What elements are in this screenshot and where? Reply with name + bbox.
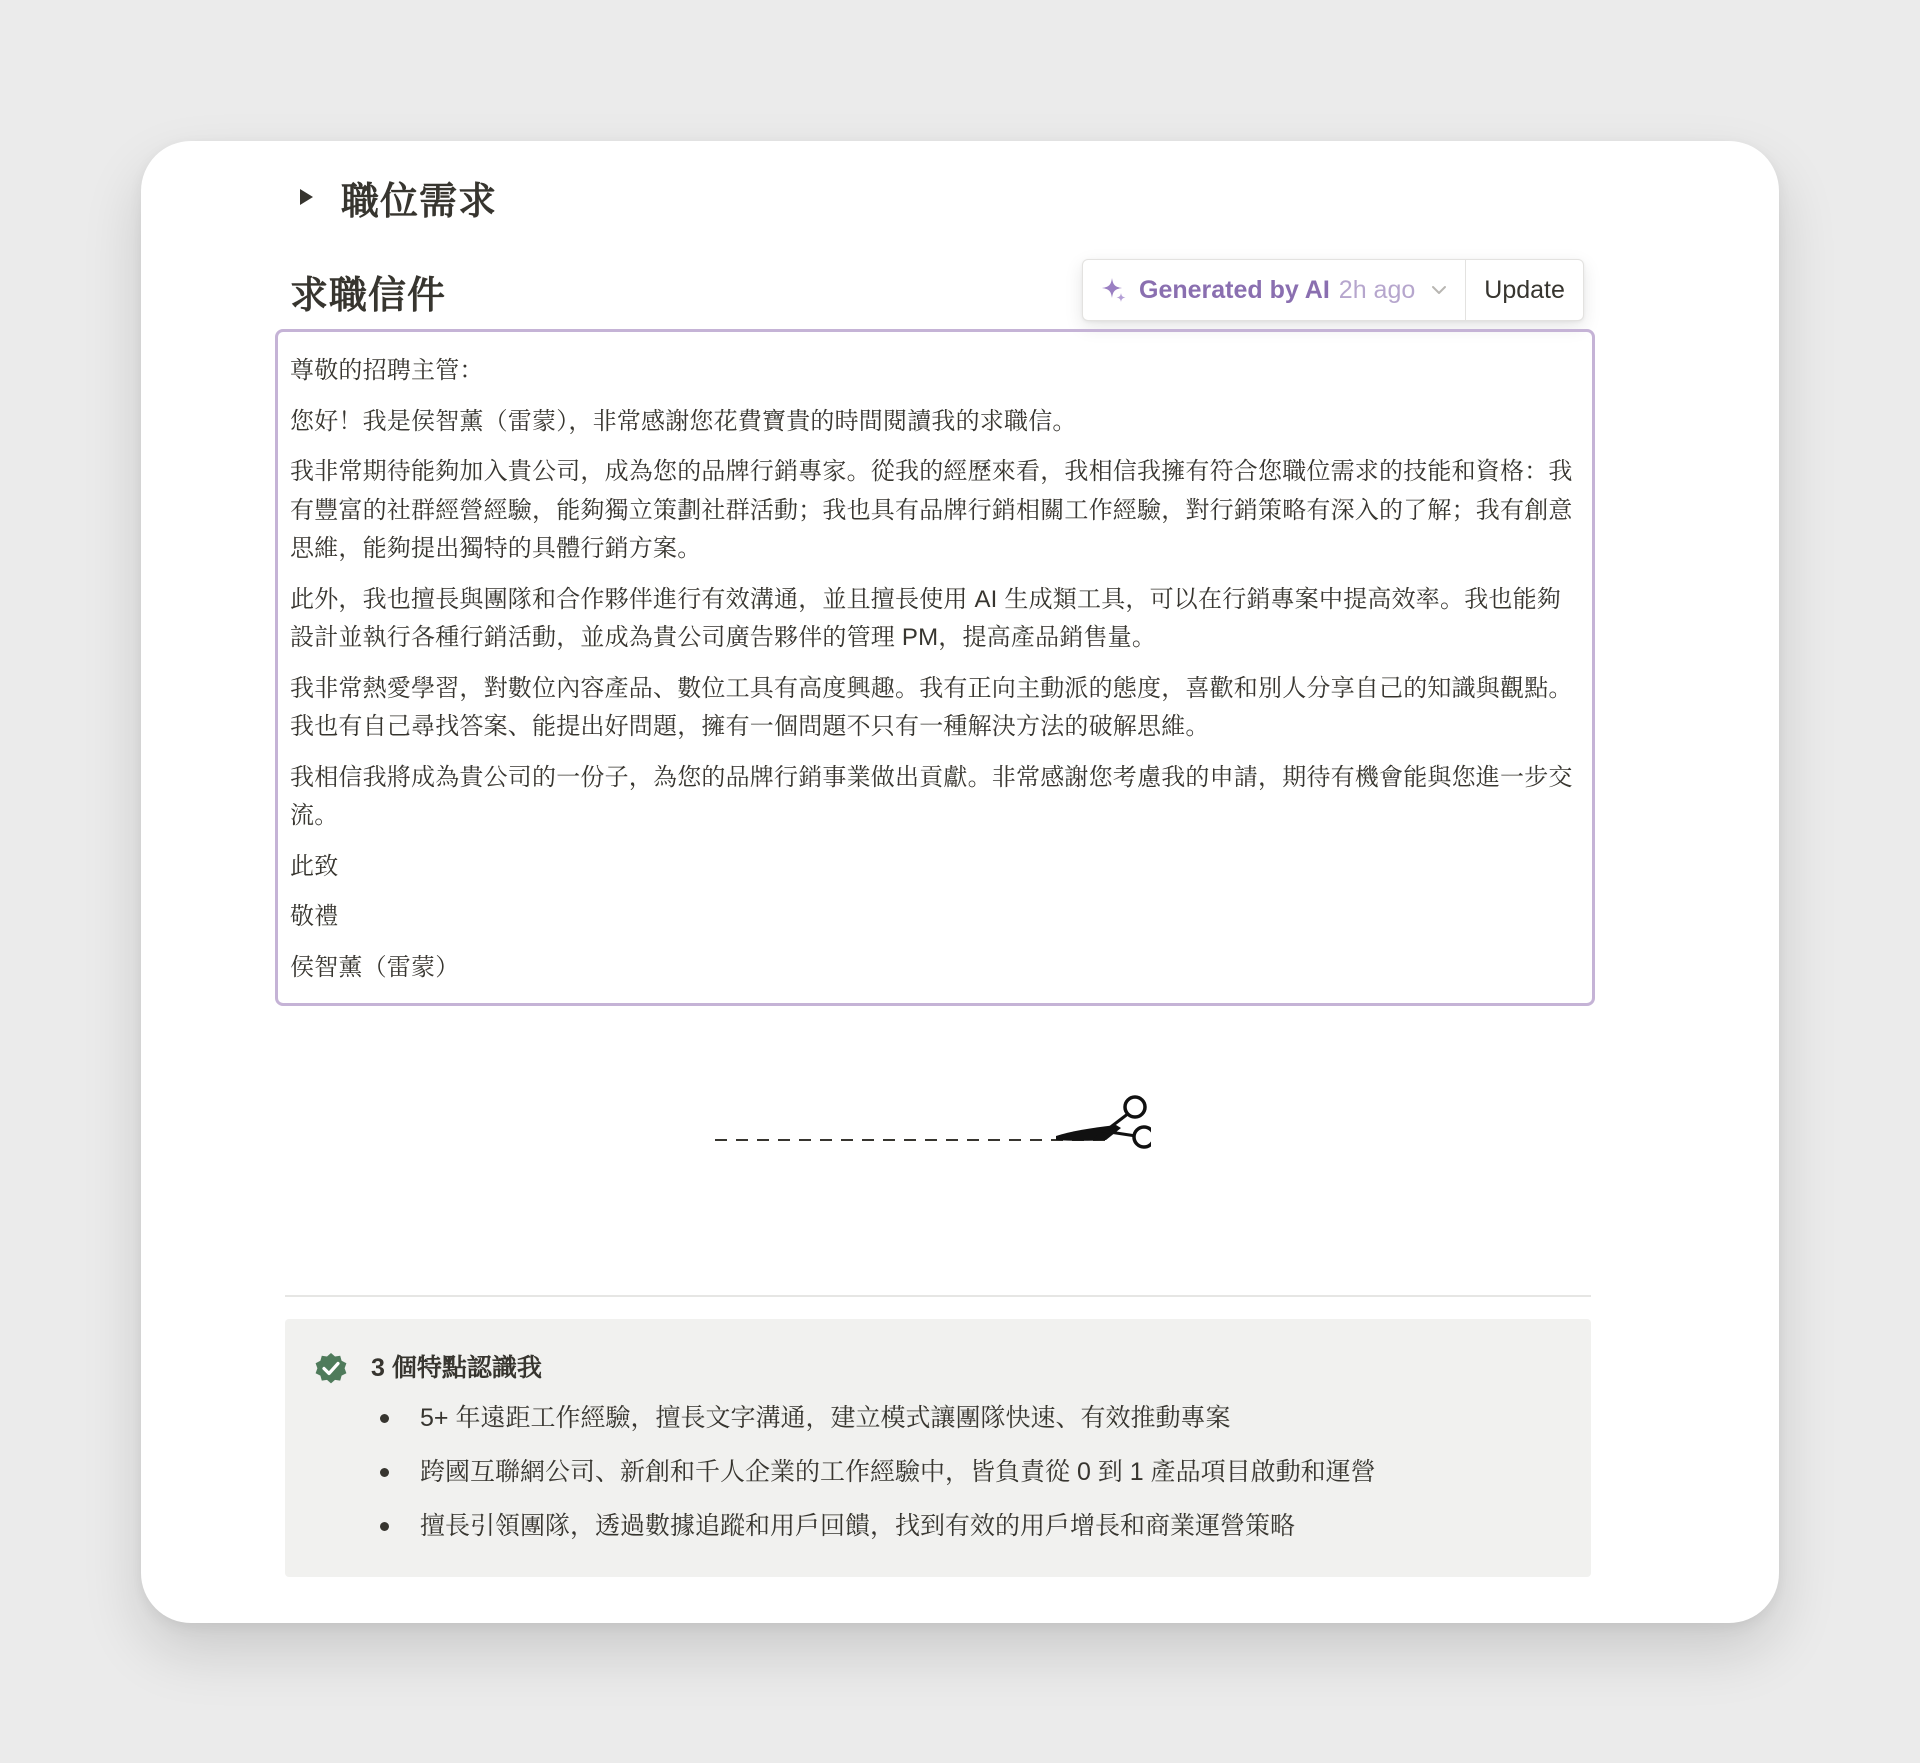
letter-paragraph: 我非常期待能夠加入貴公司，成為您的品牌行銷專家。從我的經歷來看，我相信我擁有符合您職位需求的技能和資格：我有豐富的社群經營經驗，能夠獨立策劃社群活動；我也具有品牌行銷相關工作經驗，對行銷策略有深入的了解；我有創意思維，能夠提出獨特的具體行銷方案。 (290, 458, 1573, 562)
letter-closing: 此致 (290, 852, 339, 880)
scissors-divider (711, 1091, 1151, 1161)
scissors-icon (711, 1091, 1151, 1161)
bullet-icon (380, 1468, 389, 1477)
letter-paragraph: 此外，我也擅長與團隊和合作夥伴進行有效溝通，並且擅長使用 AI 生成類工具，可以在行銷專案中提高效率。我也能夠設計並執行各種行銷活動，並成為貴公司廣告夥伴的管理 PM，提高產品銷售量。 (290, 585, 1562, 651)
toggle-arrow-icon[interactable] (300, 189, 313, 205)
letter-paragraph: 您好！我是侯智薰（雷蒙），非常感謝您花費寶貴的時間閱讀我的求職信。 (290, 407, 1077, 435)
list-item-text: 5+ 年遠距工作經驗，擅長文字溝通，建立模式讓團隊快速、有效推動專案 (420, 1404, 1231, 1432)
letter-paragraph: 我非常熱愛學習，對數位內容產品、數位工具有高度興趣。我有正向主動派的態度，喜歡和別人分享自己的知識與觀點。我也有自己尋找答案、能提出好問題，擁有一個問題不只有一種解決方法的破解思維。 (290, 674, 1573, 740)
divider-line (285, 1295, 1591, 1297)
letter-signature: 侯智薰（雷蒙） (290, 953, 460, 981)
ai-generated-label: Generated by AI (1139, 275, 1330, 304)
list-item-text: 擅長引領團隊，透過數據追蹤和用戶回饋，找到有效的用戶增長和商業運營策略 (420, 1512, 1296, 1540)
callout-title: 3 個特點認識我 (371, 1354, 542, 1382)
callout-block (285, 1319, 1591, 1577)
verified-check-icon (313, 1351, 349, 1387)
sparkle-icon (1101, 275, 1127, 305)
toggle-block-job-requirements[interactable] (296, 169, 497, 225)
page-card (141, 141, 1779, 1623)
list-item (380, 1507, 1376, 1545)
letter-paragraph: 我相信我將成為貴公司的一份子，為您的品牌行銷事業做出貢獻。非常感謝您考慮我的申請，期待有機會能與您進一步交流。 (290, 763, 1573, 829)
ai-generated-status-dropdown[interactable] (1083, 260, 1466, 320)
toggle-title: 職位需求 (341, 180, 498, 223)
list-item (380, 1453, 1376, 1491)
update-button[interactable]: Update (1484, 275, 1565, 304)
bullet-icon (380, 1414, 389, 1423)
chevron-down-icon (1431, 284, 1447, 296)
list-item-text: 跨國互聯網公司、新創和千人企業的工作經驗中，皆負責從 0 到 1 產品項目啟動和運營 (420, 1458, 1376, 1486)
ai-block-toolbar (1082, 259, 1584, 321)
bullet-icon (380, 1522, 389, 1531)
list-item (380, 1399, 1376, 1437)
ai-generated-letter[interactable] (275, 329, 1595, 1006)
letter-greeting: 尊敬的招聘主管： (290, 357, 484, 384)
letter-closing: 敬禮 (290, 903, 339, 930)
callout-list (380, 1399, 1376, 1561)
ai-block-heading: 求職信件 (290, 275, 447, 317)
ai-time-ago: 2h ago (1338, 275, 1416, 304)
